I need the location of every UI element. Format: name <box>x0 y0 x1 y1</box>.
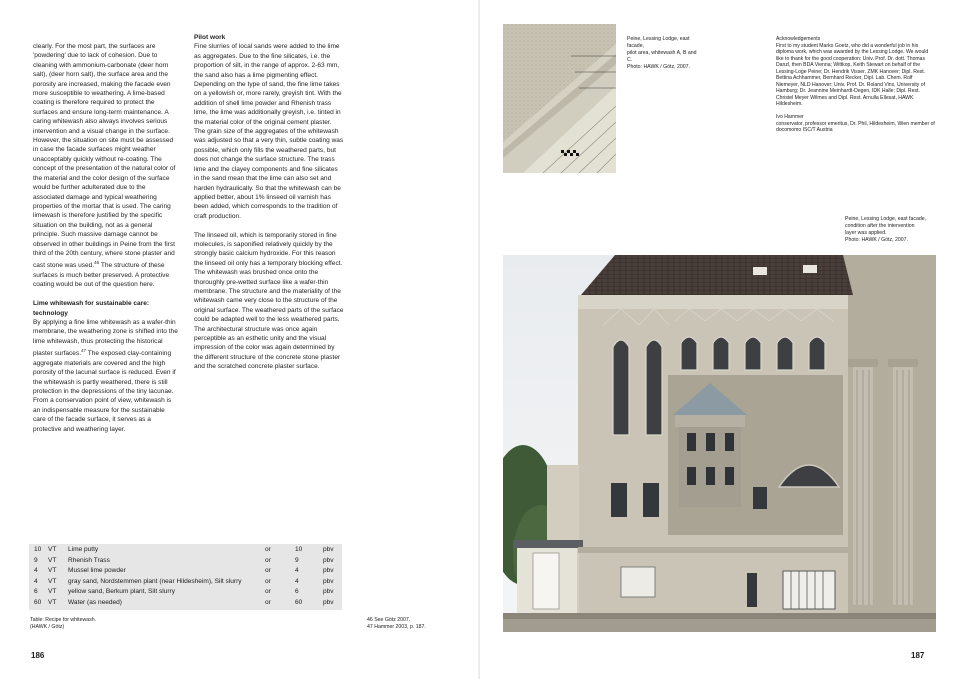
footnote-ref[interactable]: 47 <box>81 348 87 354</box>
table-row: 6 VT yellow sand, Berkum plant, Silt slurry or 6 pbv <box>34 588 334 595</box>
table-caption: Table: Recipe for whitewash. (HAWK / Götz) <box>30 617 97 630</box>
table-row: 60 VT Water (as needed) or 60 pbv <box>34 598 334 606</box>
photo-caption: Peine, Lessing Lodge, east facade, pilot area, whitewash A, B and C. Photo: HAWK / Götz, 2007. <box>627 36 697 70</box>
footnote: 46 See Götz 2007. <box>367 617 411 623</box>
footnotes <box>367 617 467 631</box>
acknowledgements <box>776 36 936 134</box>
paragraph: Fine slurries of local sands were added to the lime as aggregates. Due to the fine silicates, i.e. the proportion of silt, in the range of approx. 2-63 mm, the sand also has a lime pigmenting effect. Depending on the type of sand, the fine lime takes on a yellowish or, more rarely, greyish tint. With the addition of shell lime powder and Rhenish trass lime, the lime was additionally greyish, i.e. tinted in the material color of the original cement plaster. The grain size of the aggregates of the whitewash was adjusted so that a very thin, subtle coating was possible, which only fills the weathered parts, but does not change the surface structure. The trass lime and the clayey components and fine silicates in the sand mean that the lime can also set and harden hydraulically. So that the whitewash can be applied better, about 1% linseed oil varnish has been added, which corresponds to the tradition of craft production. <box>194 43 344 220</box>
paragraph: clearly. For the most part, the surfaces are 'powdering' due to lack of cohesion. Due to cleaning with ammonium-carbonate (deer horn salt), (deer horn salt), the surface area and the porosity are increased, making the facade even more susceptible to weathering. A lime-based coating is therefore required to protect the surfaces and ensure long-term maintenance. A caring whitewash also always involves serious intervention and a visual change in the surface. However, the situation on site must be assessed in case the facade surfaces might weather unacceptably quickly without re-coating. The concept of the presentation of the natural color of the material and the color design of the surface would be further adulterated due to the associated damage and typical weathering properties of the mortar that is used. The caring limewash is therefore justified by the specific situation on the building, not as a general principle. Such massive damage cannot be observed in other buildings in Peine from the first third of the 20th century, where stone plaster and cast stone was used.$^{46}$ The structure of these surfaces is much better preserved. A protective coating would be out of the question here. <box>33 43 176 289</box>
table-row: 10 VT Lime putty or 10 pbv <box>34 546 334 553</box>
footnote-ref[interactable]: 46 <box>94 260 100 266</box>
table-row: 4 VT gray sand, Nordstemmen plant (near Hildesheim), Silt slurry or 4 pbv <box>34 577 334 585</box>
author-bio: conservator, professor emeritus, Dr. Phil, Hildesheim, Wien member of docomomo ISC/T Austria <box>776 120 935 133</box>
paragraph: The linseed oil, which is temporarily stored in fine molecules, is saponified relatively quickly by the strongly basic calcium hydroxide. For this reason the linseed oil only has a temporary blocking effect. The whitewash was brushed once onto the thoroughly pre-wetted surface like a wafer-thin membrane. The structure and the materiality of the whitewash came very close to the structure of the original surface. The weathered parts of the surface could be adapted well to the less weathered parts. The architectural structure was once again perceptible as an esthetic unity and the visual impression of the color was again determined by the different structure of the concrete stone plaster and the scratched concrete plaster surface. <box>194 231 344 371</box>
building-photo <box>503 255 936 632</box>
table-row: 4 VT Mussel lime powder or 4 pbv <box>34 567 334 574</box>
table-row: 9 VT Rhenish Trass or 9 pbv <box>34 556 334 564</box>
lessing-lodge-facade-image <box>503 255 936 632</box>
section-heading: Pilot work <box>194 34 226 41</box>
section-heading: Lime whitewash for sustainable care: technology <box>33 300 150 317</box>
author-name: Ivo Hammer <box>776 114 804 120</box>
footnote: 47 Hammer 2003, p. 187. <box>367 624 426 630</box>
page-number: 186 <box>31 651 45 660</box>
text-column-a <box>33 42 178 434</box>
paragraph: By applying a fine lime whitewash as a wafer-thin membrane, the weathering zone is shifted into the lime whitewash, thus protecting the historical plaster surfaces.$^{47}$ The exposed clay-containing aggregate materials are covered and the high porosity of the lacunal surface is reduced. Even if the whitewash is partly weathered, there is still protection in the depressions of the tiny lacunae. From a conservation point of view, whitewash is an indispensable measure for the sustainable care of the facade surface, it serves as a protective and weathering layer. <box>33 318 178 433</box>
recipe-table <box>29 544 342 610</box>
acknowledgements-body: First to my student Marko Goetz, who did a wonderful job in his diploma work, which was awarded by the Lessing Lodge. We would like to thank for the good cooperation: Univ. Prof. Dr. dott. Thomas Danzl, then BDA Vienna; Wittkop, Keith Stewart on behalf of the Lessing-Loge Peine; Dr. Hendrik Visser, ZMK Hanover; Dipl. Rest. Bettina Achhammer, Bernhard Recker, Dipl. Lab. Chem. Rolf Niemeyer, NLD Hanover; Univ. Prof. Dr. Roland Vinx, University of Hamburg; Dr. Jeannine Meinhardt-Degen, IDK Halle; Dipl. Rest. Christel Meyer Wilmes and Dipl. Rest. Arnulla Ellesat, HAWK Hildesheim. <box>776 42 929 107</box>
acknowledgements-heading: Acknowledgements <box>776 36 821 42</box>
photo-caption: Peine, Lessing Lodge, east facade, condition after the intervention layer was applied. Photo: HAWK / Götz, 2007. <box>845 216 927 243</box>
page-number: 187 <box>911 651 925 660</box>
detail-photo <box>503 24 616 173</box>
facade-detail-image <box>503 24 616 173</box>
text-column-b <box>194 33 344 372</box>
